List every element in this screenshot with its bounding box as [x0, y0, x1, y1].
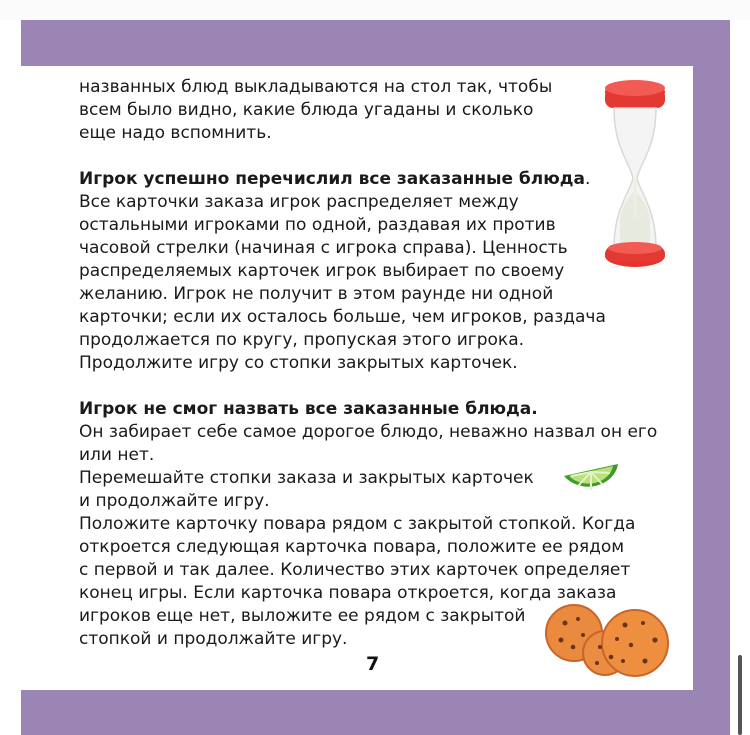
section-heading-failure: Игрок не смог назвать все заказанные блюда.: [79, 399, 538, 419]
text-line: конец игры. Если карточка повара откроется, когда заказа: [79, 583, 617, 603]
text-line: остальными игроками по одной, раздавая их против: [79, 215, 556, 235]
text-line: Все карточки заказа игрок распределяет между: [79, 192, 519, 212]
text-line: и продолжайте игру.: [79, 491, 270, 511]
heading-period: .: [584, 169, 591, 189]
text-line: названных блюд выкладываются на стол так, чтобы: [79, 77, 553, 97]
page-number: 7: [366, 653, 380, 675]
rules-text-block: [79, 76, 679, 651]
text-line: всем было видно, какие блюда угаданы и сколько: [79, 100, 534, 120]
text-line: или нет.: [79, 445, 155, 465]
text-line: еще надо вспомнить.: [79, 123, 272, 143]
text-line: Он забирает себе самое дорогое блюдо, неважно назвал он его: [79, 422, 658, 442]
text-line: распределяемых карточек игрок выбирает по своему: [79, 261, 565, 281]
text-line: карточки; если их осталось больше, чем игроков, раздача: [79, 307, 606, 327]
section-heading-success-text: Игрок успешно перечислил все заказанные блюда: [79, 169, 585, 189]
text-line: часовой стрелки (начиная с игрока справа). Ценность: [79, 238, 568, 258]
top-strip: [0, 0, 750, 20]
text-line: Положите карточку повара рядом с закрытой стопкой. Когда: [79, 514, 636, 534]
section-heading-success: [79, 168, 679, 191]
scrollbar[interactable]: [738, 655, 742, 735]
text-line: желанию. Игрок не получит в этом раунде ни одной: [79, 284, 554, 304]
text-line: с первой и так далее. Количество этих карточек определяет: [79, 560, 631, 580]
text-line: Продолжите игру со стопки закрытых карточек.: [79, 353, 518, 373]
text-line: Перемешайте стопки заказа и закрытых карточек: [79, 468, 534, 488]
text-line: игроков еще нет, выложите ее рядом с закрытой: [79, 606, 526, 626]
text-line: продолжается по кругу, пропуская этого игрока.: [79, 330, 525, 350]
text-line: стопкой и продолжайте игру.: [79, 629, 348, 649]
text-line: откроется следующая карточка повара, положите ее рядом: [79, 537, 625, 557]
